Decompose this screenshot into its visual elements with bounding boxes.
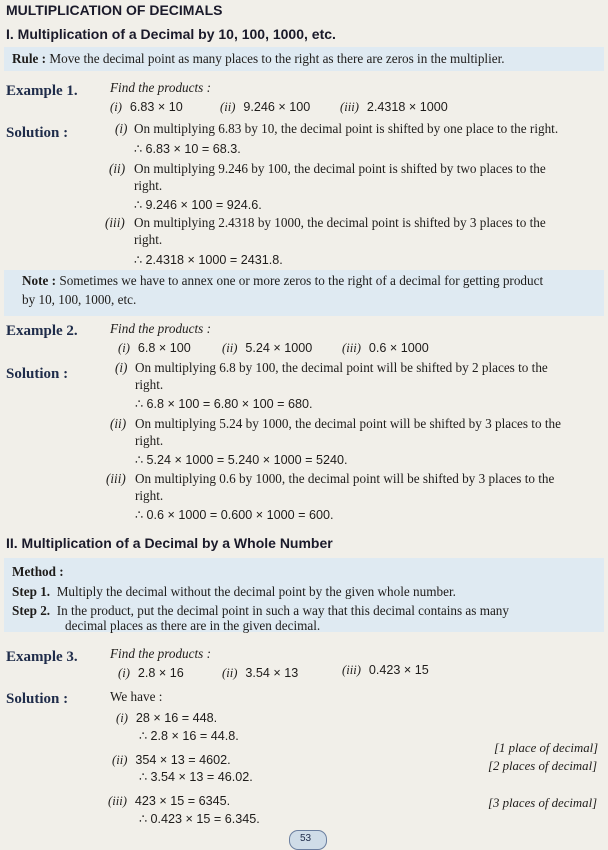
solution-part-text: On multiplying 6.8 by 100, the decimal point will be shifted by 2 places to the	[135, 360, 548, 375]
solution-part-num: (i)	[115, 360, 128, 375]
solution-part-text: right.	[135, 488, 164, 503]
example-2-problem: (i) 6.8 × 100	[118, 341, 191, 355]
solution-part-num: (iii)	[106, 471, 126, 486]
example-3-problem: (i) 2.8 × 16	[118, 666, 184, 680]
solution-result: ∴ 6.8 × 100 = 6.80 × 100 = 680.	[135, 397, 313, 411]
example-1-problem: (i) 6.83 × 10	[110, 100, 183, 114]
solution-1-label: Solution :	[6, 125, 69, 141]
example-3-prompt: Find the products :	[110, 646, 211, 661]
method-label: Method :	[12, 564, 64, 579]
example-2-prompt: Find the products :	[110, 321, 211, 336]
section-1-heading: I. Multiplication of a Decimal by 10, 100, 1000, etc.	[6, 26, 336, 42]
solution-part-text: On multiplying 5.24 by 1000, the decimal point will be shifted by 3 places to the	[135, 416, 561, 431]
calc-line: (ii) 354 × 13 = 4602.	[112, 753, 231, 767]
solution-part-text: On multiplying 6.83 by 10, the decimal point is shifted by one place to the right.	[134, 121, 559, 136]
rule-label: Rule :	[12, 51, 47, 66]
calc-line: (i) 28 × 16 = 448.	[116, 711, 218, 725]
solution-part-text: On multiplying 0.6 by 1000, the decimal point will be shifted by 3 places to the	[135, 471, 555, 486]
solution-part-num: (ii)	[110, 416, 127, 431]
step-2-line-2: decimal places as there are in the given decimal.	[65, 618, 321, 633]
solution-intro: We have :	[110, 689, 163, 704]
note-line-2: by 10, 100, 1000, etc.	[22, 292, 137, 307]
step-2: Step 2. In the product, put the decimal point in such a way that this decimal contains as many	[12, 603, 509, 618]
example-3-problem: (iii) 0.423 × 15	[342, 663, 429, 677]
note-line-1: Note : Sometimes we have to annex one or more zeros to the right of a decimal for getting product	[22, 273, 544, 288]
decimal-note: [2 places of decimal]	[488, 759, 598, 773]
step-1: Step 1. Multiply the decimal without the decimal point by the given whole number.	[12, 584, 456, 599]
example-2-problem: (iii) 0.6 × 1000	[342, 341, 429, 355]
solution-result: ∴ 2.4318 × 1000 = 2431.8.	[134, 253, 283, 267]
solution-3-label: Solution :	[6, 691, 69, 707]
decimal-note: [1 place of decimal]	[494, 741, 599, 755]
example-1-label: Example 1.	[6, 83, 78, 99]
solution-result: ∴ 0.423 × 15 = 6.345.	[139, 812, 260, 826]
example-2-problem: (ii) 5.24 × 1000	[222, 341, 313, 355]
section-2-heading: II. Multiplication of a Decimal by a Whole Number	[6, 535, 333, 551]
example-3-problem: (ii) 3.54 × 13	[222, 666, 299, 680]
decimal-note: [3 places of decimal]	[488, 796, 598, 810]
solution-result: ∴ 3.54 × 13 = 46.02.	[139, 770, 253, 784]
solution-result: ∴ 6.83 × 10 = 68.3.	[134, 142, 241, 156]
example-1-prompt: Find the products :	[110, 80, 211, 95]
rule-line	[12, 51, 505, 67]
solution-part-text: On multiplying 2.4318 by 1000, the decimal point is shifted by 3 places to the	[134, 215, 546, 230]
solution-2-label: Solution :	[6, 366, 69, 382]
solution-result: ∴ 5.24 × 1000 = 5.240 × 1000 = 5240.	[135, 453, 348, 467]
page-number-badge	[289, 830, 327, 850]
solution-part-text: right.	[135, 377, 164, 392]
calc-line: (iii) 423 × 15 = 6345.	[108, 794, 231, 808]
example-3-label: Example 3.	[6, 649, 78, 665]
example-1-problem: (iii) 2.4318 × 1000	[340, 100, 448, 114]
solution-part-text: On multiplying 9.246 by 100, the decimal point is shifted by two places to the	[134, 161, 546, 176]
solution-part-num: (iii)	[105, 215, 125, 230]
solution-result: ∴ 9.246 × 100 = 924.6.	[134, 198, 262, 212]
example-2-label: Example 2.	[6, 323, 78, 339]
solution-part-text: right.	[135, 433, 164, 448]
note-label: Note :	[22, 273, 57, 288]
rule-text: Move the decimal point as many places to the right as there are zeros in the multiplier.	[49, 51, 505, 66]
example-1-problem: (ii) 9.246 × 100	[220, 100, 311, 114]
solution-part-text: right.	[134, 178, 163, 193]
solution-part-text: right.	[134, 232, 163, 247]
solution-result: ∴ 2.8 × 16 = 44.8.	[139, 729, 239, 743]
solution-part-num: (i)	[115, 121, 128, 136]
solution-result: ∴ 0.6 × 1000 = 0.600 × 1000 = 600.	[135, 508, 334, 522]
solution-part-num: (ii)	[109, 161, 126, 176]
page-title: MULTIPLICATION OF DECIMALS	[6, 2, 223, 18]
page-number: 53	[300, 833, 312, 844]
